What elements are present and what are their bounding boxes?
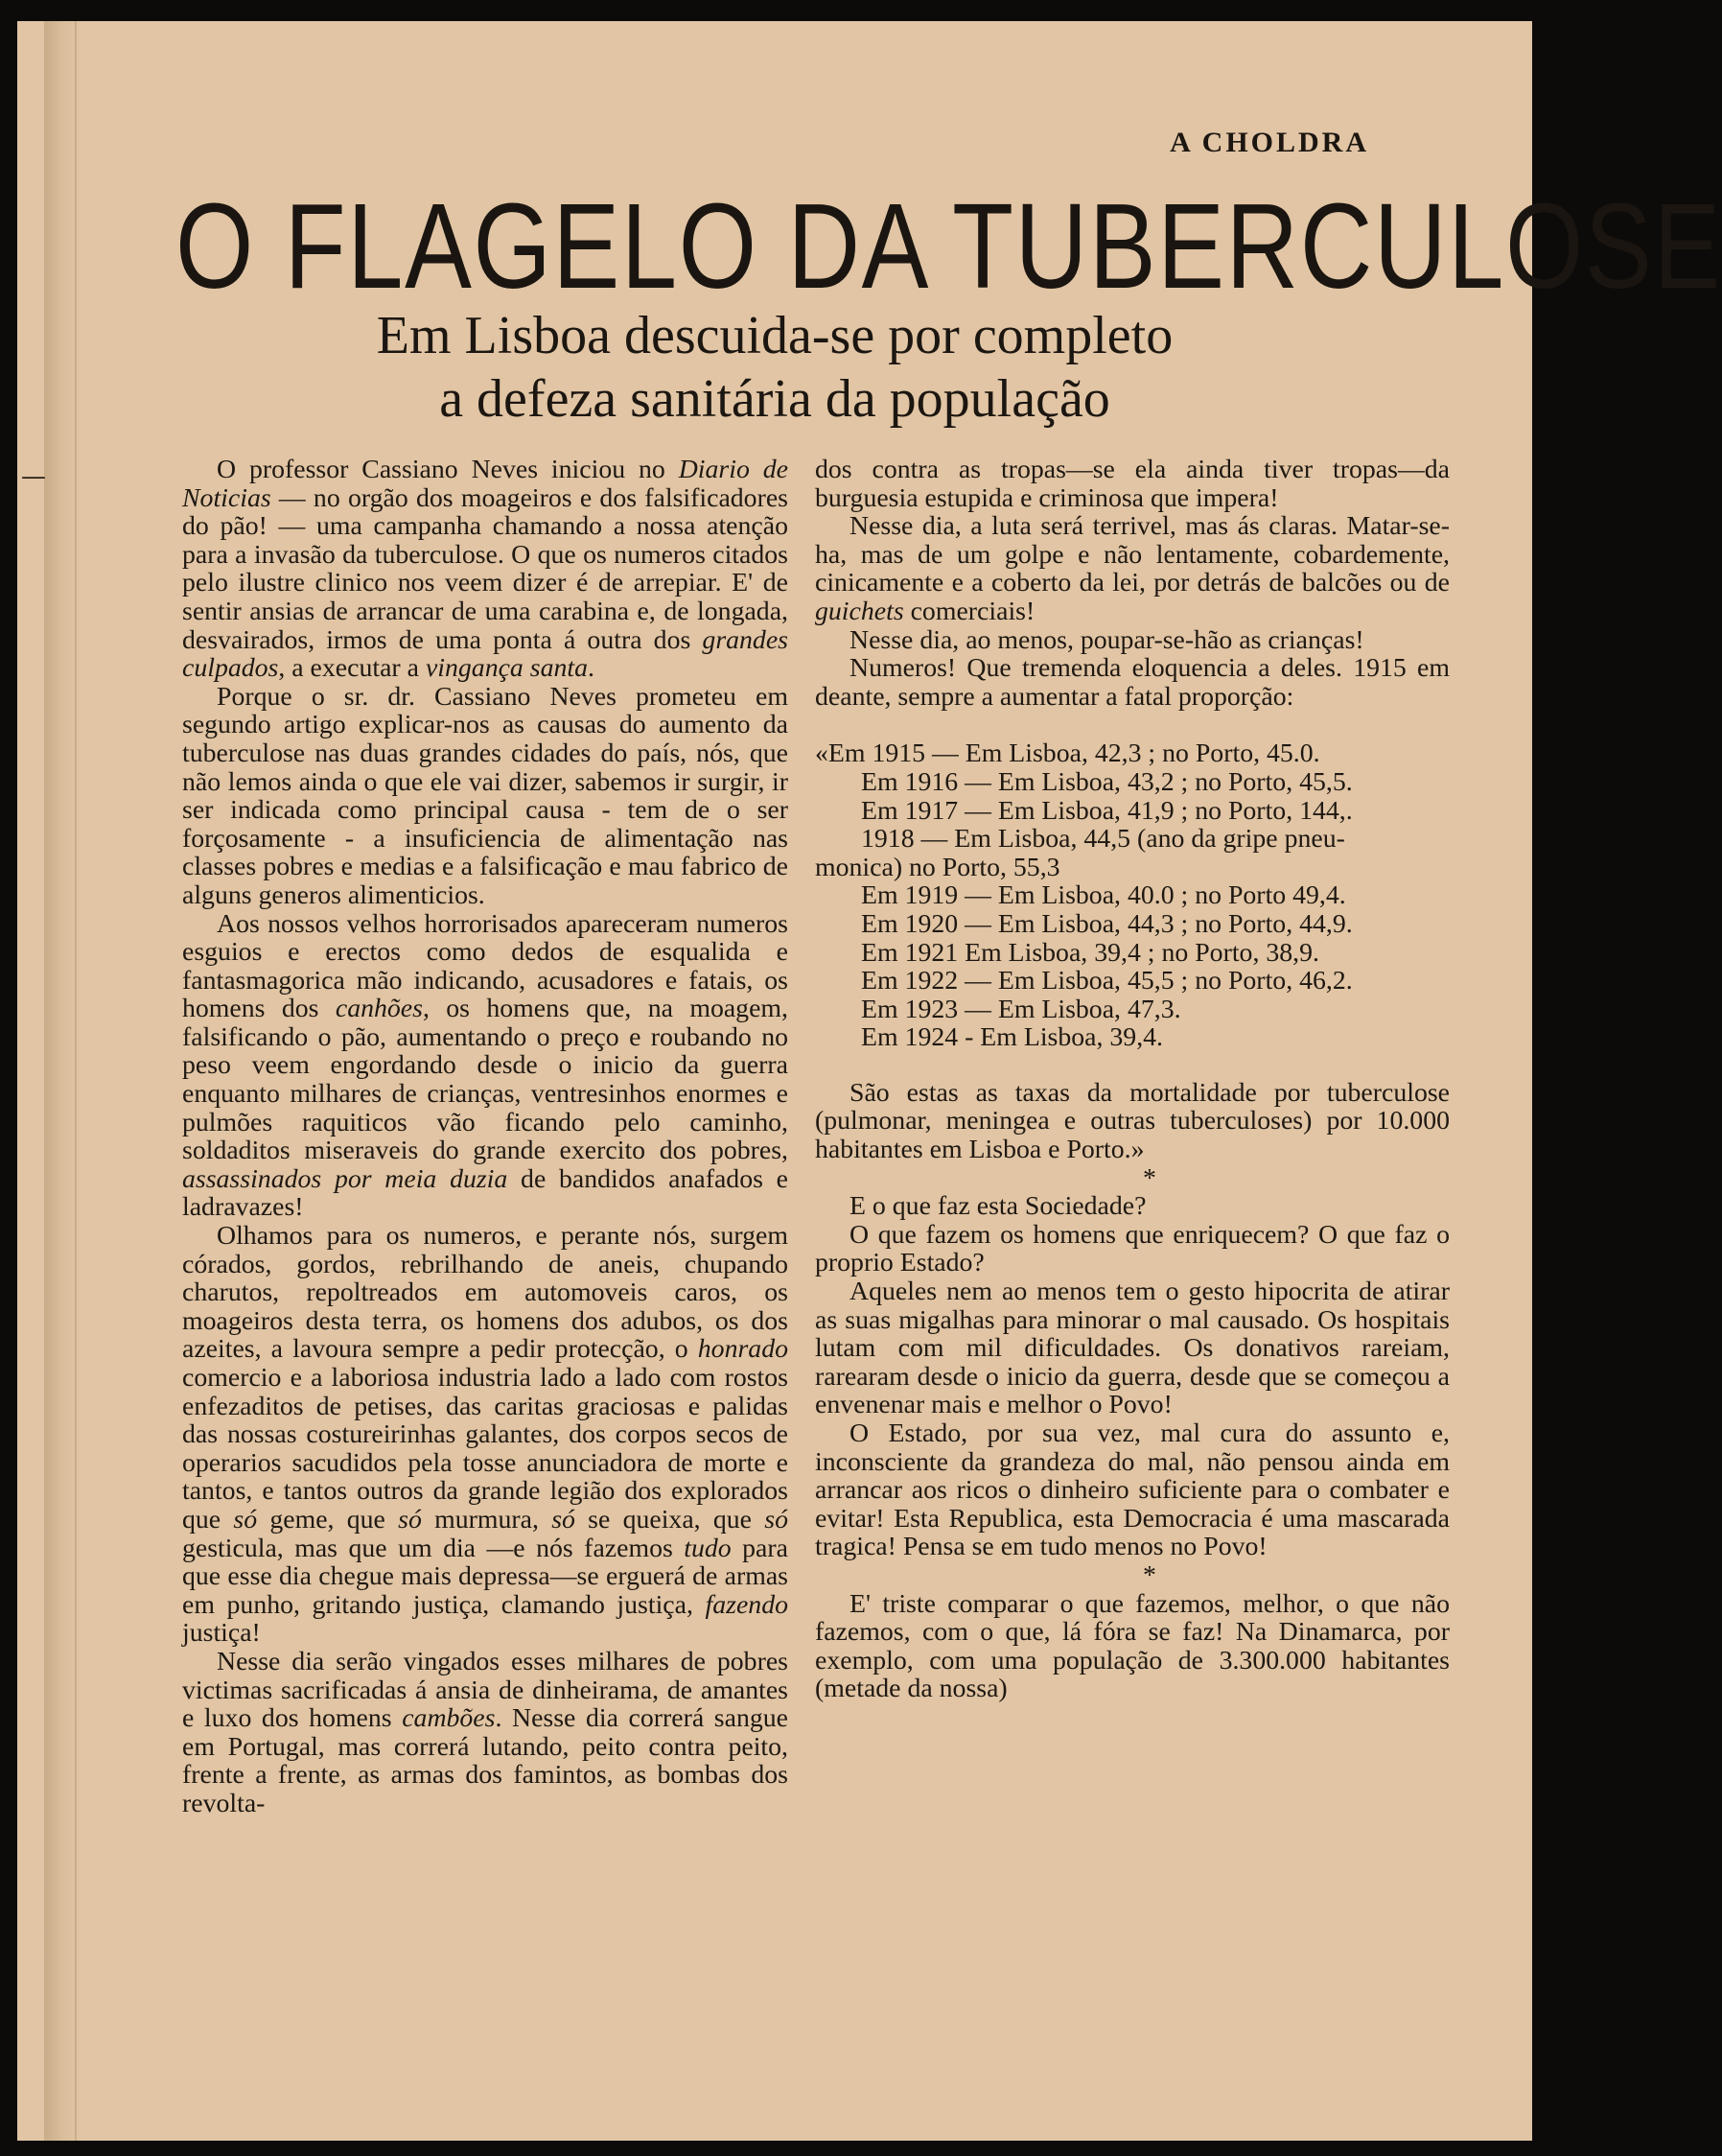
- separator-star-2: *: [1143, 1559, 1156, 1590]
- stats-line: Em 1924 - Em Lisboa, 39,4.: [861, 1022, 1163, 1053]
- right-paragraph-3: Numeros! Que tremenda eloquencia a deles. 1915 em deante, sempre a aumentar a fatal proporção:: [815, 653, 1450, 712]
- right-paragraph-6: O que fazem os homens que enriquecem? O que faz o proprio Estado?: [815, 1219, 1450, 1278]
- right-paragraph-0: dos contra as tropas—se ela ainda tiver tropas—da burguesia estupida e criminosa que impera!: [815, 455, 1450, 513]
- left-paragraph-4: Olhamos para os numeros, e perante nós, surgem córados, gordos, rebrilhando de aneis, chupando charutos, repoltreados em automoveis caros, os moageiros desta terra, os homens dos adubos, os dos azeites, a lavoura sempre a pedir protecção, o honrado comercio e a laboriosa industria lado a lado com rostos enfezaditos de petises, das caritas graciosas e palidas das nossas costureirinhas galantes, dos corpos secos de operarios sacudidos pela tosse anunciadora de morte e tantos, e tantos outros da grande legião dos explorados que só geme, que só murmura, só se queixa, que só gesticula, mas que um dia —e nós fazemos tudo para que esse dia chegue mais depressa—se erguerá de armas em punho, gritando justiça, clamando justiça, fazendo justiça!: [182, 1221, 788, 1649]
- publication-header: A CHOLDRA: [1170, 127, 1369, 158]
- stats-line: Em 1921 Em Lisboa, 39,4 ; no Porto, 38,9.: [861, 937, 1319, 968]
- left-paragraph-3: Aos nossos velhos horrorisados apareceram numeros esguios e erectos como dedos de esqualida e fantasmagorica mão indicando, acusadores e fatais, os homens dos canhões, os homens que, na moagem, falsificando o pão, aumentando o preço e roubando no peso veem engordando desde o inicio da guerra enquanto milhares de crianças, ventresinhos enormes e pulmões raquiticos vão ficando pelo caminho, soldaditos miseraveis do grande exercito dos pobres, assassinados por meia duzia de bandidos anafados e ladravazes!: [182, 908, 788, 1223]
- subtitle-line-1: Em Lisboa descuida-se por completo: [376, 306, 1174, 365]
- left-column: [182, 456, 788, 1818]
- right-paragraph-1: Nesse dia, a luta será terrivel, mas ás claras. Matar-se-ha, mas de um golpe e não lentamente, cobardemente, cinicamente e a coberto da lei, por detrás de balcões ou de guichets comerciais!: [815, 511, 1450, 626]
- separator-star: *: [1143, 1162, 1156, 1193]
- stats-line: «Em 1915 — Em Lisboa, 42,3 ; no Porto, 45.0.: [815, 738, 1320, 769]
- article-title: O FLAGELO DA TUBERCULOSE: [175, 178, 1722, 314]
- left-paragraph-5: Nesse dia serão vingados esses milhares de pobres victimas sacrificadas á ansia de dinheirama, de amantes e luxo dos homens cambões. Nesse dia correrá sangue em Portugal, mas correrá lutando, peito contra peito, frente a frente, as armas dos famintos, as bombas dos revolta-: [182, 1646, 788, 1818]
- left-paragraph-2: Porque o sr. dr. Cassiano Neves prometeu em segundo artigo explicar-nos as causas do aumento da tuberculose nas duas grandes cidades do país, nós, que não lemos ainda o que ele vai dizer, sabemos ir surgir, ir ser indicada como principal causa - tem de o ser forçosamente - a insuficiencia de alimentação nas classes pobres e medias e a falsificação e mau fabrico de alguns generos alimenticios.: [182, 681, 788, 910]
- stats-line: Em 1923 — Em Lisboa, 47,3.: [861, 994, 1181, 1024]
- stats-line: Em 1922 — Em Lisboa, 45,5 ; no Porto, 46,2.: [861, 966, 1353, 996]
- right-paragraph-4: São estas as taxas da mortalidade por tuberculose (pulmonar, meningea e outras tuberculoses) por 10.000 habitantes em Lisboa e Porto.»: [815, 1077, 1450, 1165]
- right-paragraph-2: Nesse dia, ao menos, poupar-se-hão as crianças!: [849, 624, 1364, 655]
- stats-line: Em 1916 — Em Lisboa, 43,2 ; no Porto, 45,5.: [861, 766, 1353, 797]
- stats-line: Em 1920 — Em Lisboa, 44,3 ; no Porto, 44,9.: [861, 908, 1353, 939]
- stats-line: Em 1919 — Em Lisboa, 40.0 ; no Porto 49,4.: [861, 880, 1346, 911]
- magazine-page: [17, 21, 1722, 2141]
- fold-line: [75, 21, 77, 2141]
- stats-line: 1918 — Em Lisboa, 44,5 (ano da gripe pneu-: [861, 824, 1345, 855]
- right-paragraph-9: E' triste comparar o que fazemos, melhor, o que não fazemos, com o que, lá fóra se faz! Na Dinamarca, por exemplo, com uma população de 3.300.000 habitantes (metade da nossa): [815, 1588, 1450, 1704]
- subtitle-line-2: a defeza sanitária da população: [439, 369, 1110, 429]
- left-paragraph-1: O professor Cassiano Neves iniciou no Diario de Noticias — no orgão dos moageiros e dos falsificadores do pão! — uma campanha chamando a nossa atenção para a invasão da tuberculose. O que os numeros citados pelo ilustre clinico nos veem dizer é de arrepiar. E' de sentir ansias de arrancar de uma carabina e, de longada, desvairados, irmos de uma ponta á outra dos grandes culpados, a executar a vingança santa.: [182, 455, 789, 684]
- mortality-stats: [815, 739, 1450, 1052]
- right-column: [815, 456, 1450, 1703]
- stats-line: monica) no Porto, 55,3: [815, 852, 1060, 882]
- margin-mark-icon: —: [21, 462, 46, 491]
- right-paragraph-8: O Estado, por sua vez, mal cura do assunto e, inconsciente da grandeza do mal, não pensou ainda em arrancar aos ricos o dinheiro suficiente para o combater e evitar! Esta Republica, esta Democracia é uma mascarada tragica! Pensa se em tudo menos no Povo!: [815, 1418, 1450, 1562]
- article-subtitle: [161, 304, 1388, 431]
- right-paragraph-7: Aqueles nem ao menos tem o gesto hipocrita de atirar as suas migalhas para minorar o mal causado. Os hospitais lutam com mil dificuldades. Os donativos rareiam, rarearam desde o inicio da guerra, desde que se começou a envenenar mais e melhor o Povo!: [815, 1277, 1450, 1420]
- stats-line: Em 1917 — Em Lisboa, 41,9 ; no Porto, 144,.: [861, 795, 1353, 826]
- right-paragraph-5: E o que faz esta Sociedade?: [849, 1191, 1147, 1222]
- binding-fold: [44, 21, 82, 2141]
